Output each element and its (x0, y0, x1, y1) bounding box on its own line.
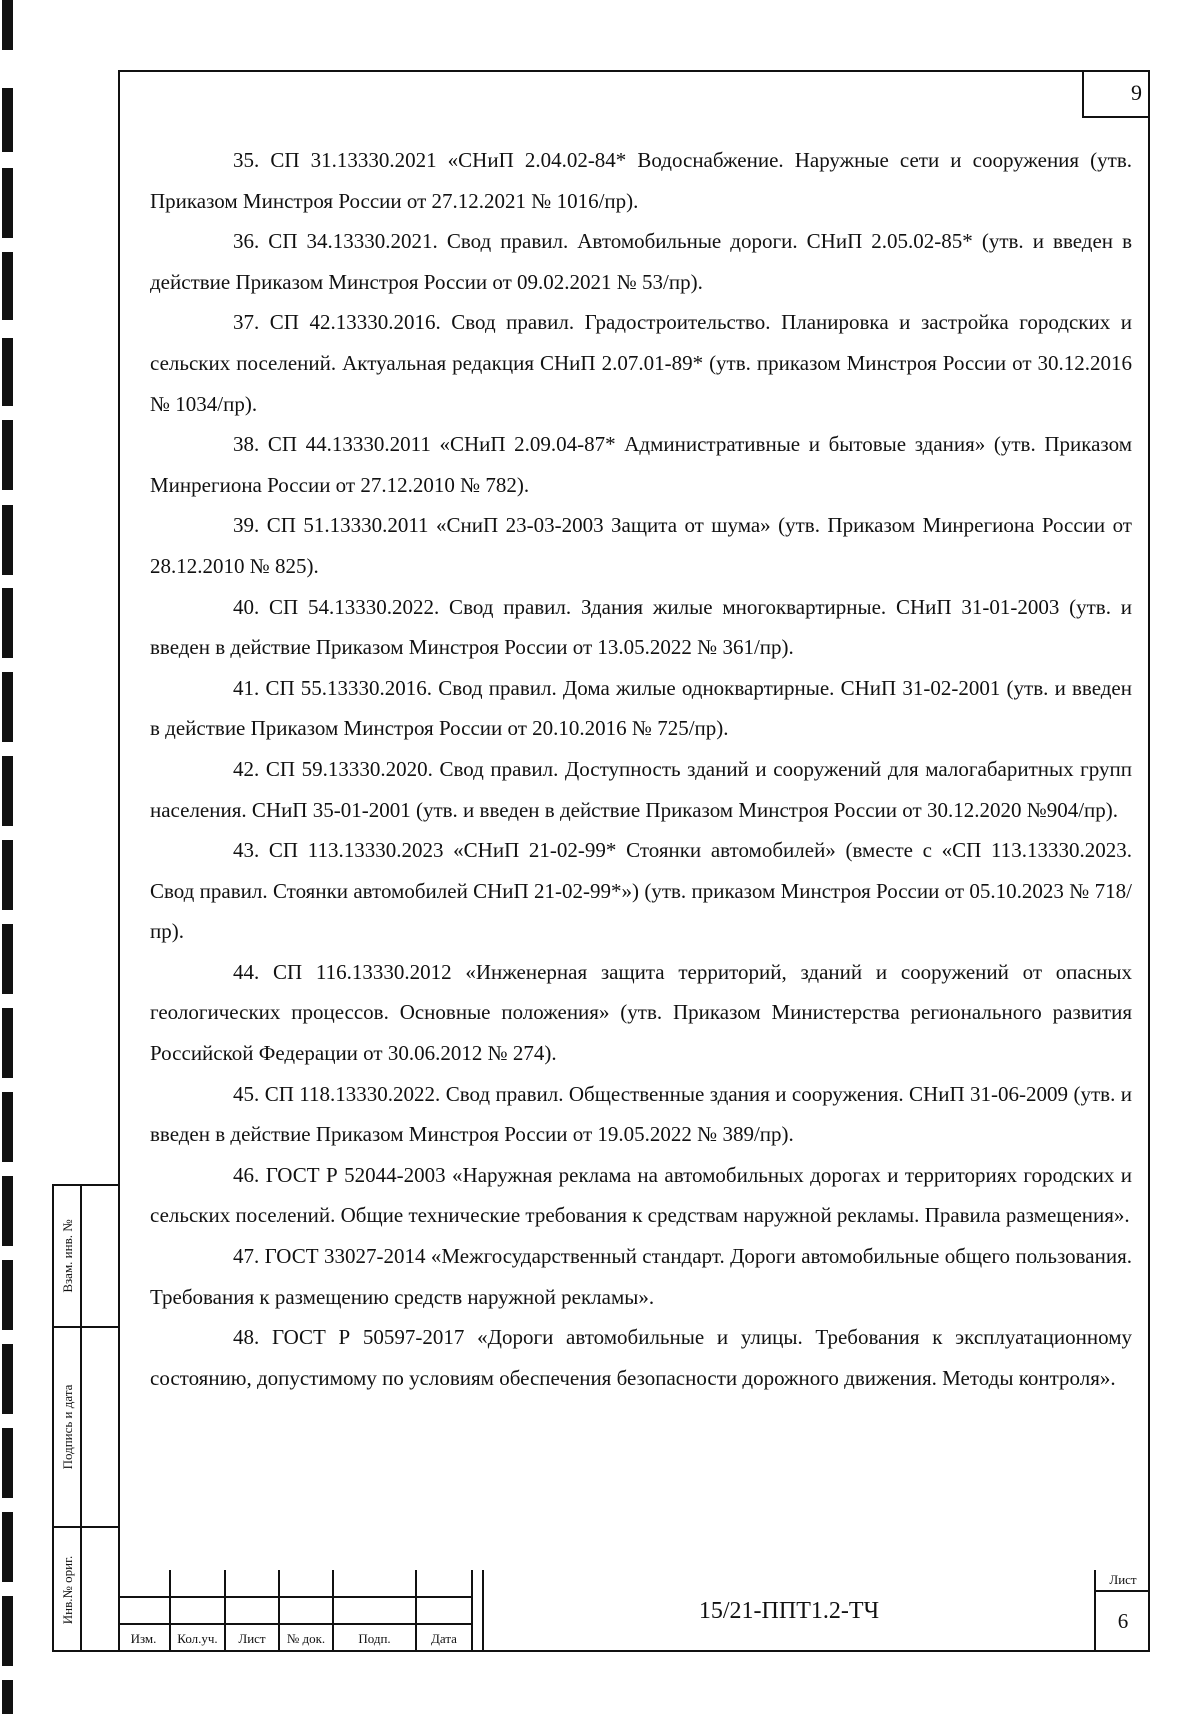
top-page-number: 9 (1082, 70, 1150, 118)
side-row-replace-inv (54, 1186, 118, 1328)
list-item: 40. СП 54.13330.2022. Свод правил. Здания жилые многоквартирные. СНиП 31-01-2003 (утв. и введен в действие Приказом Минстроя России от 13.05.2022 № 361/пр). (150, 594, 1132, 660)
list-item: 35. СП 31.13330.2021 «СНиП 2.04.02-84* Водоснабжение. Наружные сети и сооружения (утв. Приказом Минстроя России от 27.12.2021 № 1016/пр). (150, 148, 1132, 213)
binder-mark (2, 168, 13, 238)
list-item: 36. СП 34.13330.2021. Свод правил. Автомобильные дороги. СНиП 2.05.02-85* (утв. и введен в действие Приказом Минстроя России от 09.02.2021 № 53/пр). (150, 229, 1132, 294)
binder-mark (2, 840, 13, 910)
col-header: Лист (225, 1624, 279, 1652)
binder-mark (2, 1092, 13, 1162)
side-label-replace-inv: Взам. инв. № (60, 1219, 75, 1293)
list-item: 38. СП 44.13330.2011 «СНиП 2.09.04-87* Административные и бытовые здания» (утв. Приказом Минрегиона России от 27.12.2010 № 782). (150, 432, 1132, 497)
list-item: 37. СП 42.13330.2016. Свод правил. Градостроительство. Планировка и застройка городских и сельских поселений. Актуальная редакция СНиП 2.07.01-89* (утв. приказом Минстроя России от 30.12.2016 № 1034/пр). (150, 310, 1132, 416)
binder-mark (2, 1512, 13, 1582)
side-stamp-strip (52, 1184, 118, 1652)
title-block-table (118, 1570, 473, 1652)
col-header: Кол.уч. (170, 1624, 225, 1652)
side-label-signature-date: Подпись и дата (60, 1384, 75, 1470)
binder-mark (2, 1596, 13, 1666)
col-header: № док. (279, 1624, 333, 1652)
sheet-box (1094, 1570, 1150, 1652)
col-header: Дата (416, 1624, 472, 1652)
binder-mark (2, 756, 13, 826)
list-item: 42. СП 59.13330.2020. Свод правил. Доступность зданий и сооружений для малогабаритных групп населения. СНиП 35-01-2001 (утв. и введен в действие Приказом Минстроя России от 30.12.2020 №904/пр). (150, 756, 1132, 822)
binder-mark (2, 88, 13, 152)
list-item: 44. СП 116.13330.2012 «Инженерная защита территорий, зданий и сооружений от опасных геологических процессов. Основные положения» (утв. Приказом Министерства регионального развития Российской Федерации от 30.06.2012 № 274). (150, 959, 1132, 1066)
binder-mark (2, 588, 13, 658)
list-item: 41. СП 55.13330.2016. Свод правил. Дома жилые одноквартирные. СНиП 31-02-2001 (утв. и введен в действие Приказом Минстроя России от 20.10.2016 № 725/пр). (150, 675, 1132, 741)
col-header: Подп. (333, 1624, 416, 1652)
side-row-orig-inv (54, 1528, 118, 1652)
binder-mark (2, 1176, 13, 1246)
side-row-signature (54, 1328, 118, 1528)
list-item: 46. ГОСТ Р 52044-2003 «Наружная реклама на автомобильных дорогах и территориях городских и сельских поселений. Общие технические требования к средствам наружной рекламы. Правила размещения». (150, 1162, 1132, 1228)
list-item: 39. СП 51.13330.2011 «СниП 23-03-2003 Защита от шума» (утв. Приказом Минрегиона России от 28.12.2010 № 825). (150, 513, 1132, 578)
binder-mark (2, 252, 13, 320)
binder-mark (2, 338, 13, 406)
side-label-orig-inv: Инв.№ ориг. (60, 1555, 75, 1625)
list-item: 45. СП 118.13330.2022. Свод правил. Общественные здания и сооружения. СНиП 31-06-2009 (утв. и введен в действие Приказом Минстроя России от 19.05.2022 № 389/пр). (150, 1081, 1132, 1147)
references-list (150, 140, 1132, 1398)
binder-mark (2, 1428, 13, 1498)
binder-mark (2, 420, 13, 490)
list-item: 47. ГОСТ 33027-2014 «Межгосударственный стандарт. Дороги автомобильные общего пользования. Требования к размещению средств наружной рекламы». (150, 1244, 1132, 1309)
binder-mark (2, 1344, 13, 1414)
binder-mark (2, 672, 13, 742)
sheet-number: 6 (1117, 1609, 1129, 1633)
binder-mark (2, 0, 13, 50)
binder-mark (2, 924, 13, 994)
binder-mark (2, 1680, 13, 1714)
document-code: 15/21-ППТ1.2-ТЧ (482, 1570, 1094, 1652)
binder-mark (2, 1260, 13, 1330)
sheet-label: Лист (1096, 1570, 1150, 1592)
list-item: 48. ГОСТ Р 50597-2017 «Дороги автомобильные и улицы. Требования к эксплуатационному состоянию, допустимому по условиям обеспечения безопасности дорожного движения. Методы контроля». (150, 1325, 1132, 1390)
binder-mark (2, 1008, 13, 1078)
col-header: Изм. (118, 1624, 170, 1652)
list-item: 43. СП 113.13330.2023 «СНиП 21-02-99* Стоянки автомобилей» (вместе с «СП 113.13330.2023. Свод правил. Стоянки автомобилей СНиП 21-02-99*») (утв. приказом Минстроя России от 05.10.2023 № 718/пр). (150, 838, 1132, 944)
binder-mark (2, 505, 13, 575)
